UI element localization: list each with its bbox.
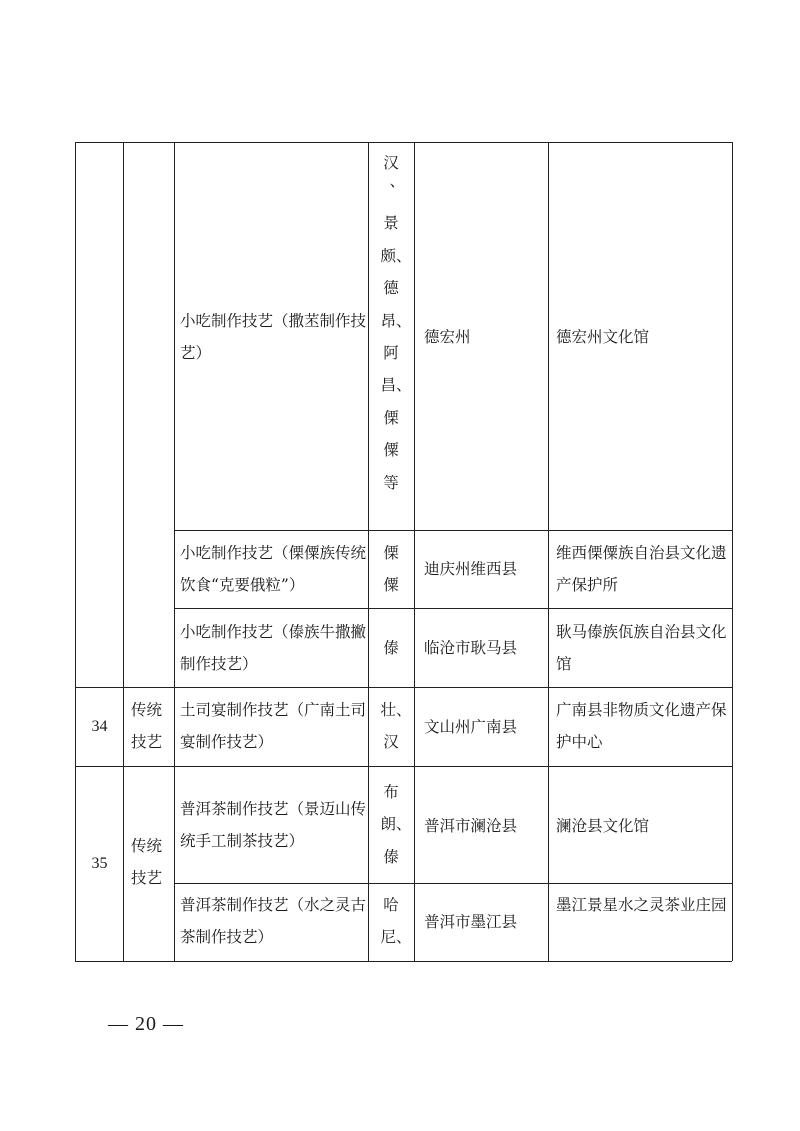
ethnic-group xyxy=(369,537,413,602)
protection-unit: 维西傈僳族自治县文化遗产保护所 xyxy=(556,544,727,594)
ethnic-char: 傣 xyxy=(383,639,399,657)
column-divider xyxy=(123,142,124,961)
project-name: 小吃制作技艺（撒苤制作技艺） xyxy=(180,312,367,362)
row-divider xyxy=(174,530,732,531)
column-divider xyxy=(414,142,415,961)
project-name: 小吃制作技艺（傣族牛撒撇制作技艺） xyxy=(180,623,367,673)
row-divider xyxy=(174,883,732,884)
protection-unit: 德宏州文化馆 xyxy=(556,328,650,346)
table-border-left xyxy=(75,142,76,961)
ethnic-char: 僳 xyxy=(383,576,399,595)
protection-unit: 耿马傣族佤族自治县文化馆 xyxy=(556,623,727,673)
region: 临沧市耿马县 xyxy=(424,639,518,657)
ethnic-char: 昌 xyxy=(380,376,396,395)
ethnic-char: 、 xyxy=(396,928,412,947)
ethnic-char: 、 xyxy=(396,701,412,719)
ethnic-char: 尼 xyxy=(380,928,396,947)
ethnic-char: 朗 xyxy=(380,815,396,834)
ethnic-char: 颇 xyxy=(380,246,396,265)
project-name: 普洱茶制作技艺（水之灵古茶制作技艺） xyxy=(180,896,367,946)
project-name: 小吃制作技艺（傈僳族传统饮食“克要俄粒”） xyxy=(180,544,367,594)
category: 传统技艺 xyxy=(131,837,163,887)
ethnic-char: 德 xyxy=(383,279,399,298)
ethnic-char: 僳 xyxy=(383,441,399,460)
ethnic-group xyxy=(369,776,413,873)
region: 迪庆州维西县 xyxy=(424,560,518,578)
protection-unit: 墨江景星水之灵茶业庄园 xyxy=(556,896,727,914)
region: 普洱市澜沧县 xyxy=(424,817,518,835)
ethnic-char: 汉 xyxy=(383,154,399,172)
protection-unit: 澜沧县文化馆 xyxy=(556,817,650,835)
ethnic-char: 傈 xyxy=(383,408,399,427)
ethnic-char: 汉 xyxy=(383,733,399,752)
ethnic-group xyxy=(369,632,413,664)
ethnic-char: 阿 xyxy=(383,344,399,363)
ethnic-char: 傣 xyxy=(383,847,399,866)
row-index: 34 xyxy=(91,718,108,735)
ethnic-group xyxy=(369,694,413,759)
region: 德宏州 xyxy=(424,328,471,346)
project-name: 普洱茶制作技艺（景迈山传统手工制茶技艺） xyxy=(180,800,367,850)
table-border-right xyxy=(732,142,733,961)
protection-unit: 广南县非物质文化遗产保护中心 xyxy=(556,701,727,751)
ethnic-char: 、 xyxy=(396,376,412,395)
ethnic-char: 傈 xyxy=(383,544,399,562)
region: 普洱市墨江县 xyxy=(424,913,518,931)
ethnic-char: 哈 xyxy=(383,896,399,914)
row-divider xyxy=(174,608,732,609)
ethnic-group xyxy=(369,889,413,954)
ethnic-char: 、 xyxy=(396,815,412,834)
ethnic-char: 等 xyxy=(383,473,399,492)
column-divider xyxy=(174,142,175,961)
row-index: 35 xyxy=(91,855,108,872)
ethnic-char: 、 xyxy=(389,172,405,191)
ethnic-group xyxy=(369,147,413,499)
ethnic-char: 壮 xyxy=(380,701,396,719)
ethnic-char: 昂 xyxy=(380,311,396,330)
ethnic-char: 景 xyxy=(383,214,399,233)
region: 文山州广南县 xyxy=(424,718,518,736)
category: 传统技艺 xyxy=(131,701,163,751)
table-border-bottom xyxy=(75,961,732,962)
ethnic-char: 、 xyxy=(396,311,412,330)
ethnic-char: 布 xyxy=(383,783,399,801)
project-name: 土司宴制作技艺（广南土司宴制作技艺） xyxy=(180,701,367,751)
page-number: — 20 — xyxy=(108,1013,184,1035)
column-divider xyxy=(548,142,549,961)
ethnic-char: 、 xyxy=(396,246,412,265)
